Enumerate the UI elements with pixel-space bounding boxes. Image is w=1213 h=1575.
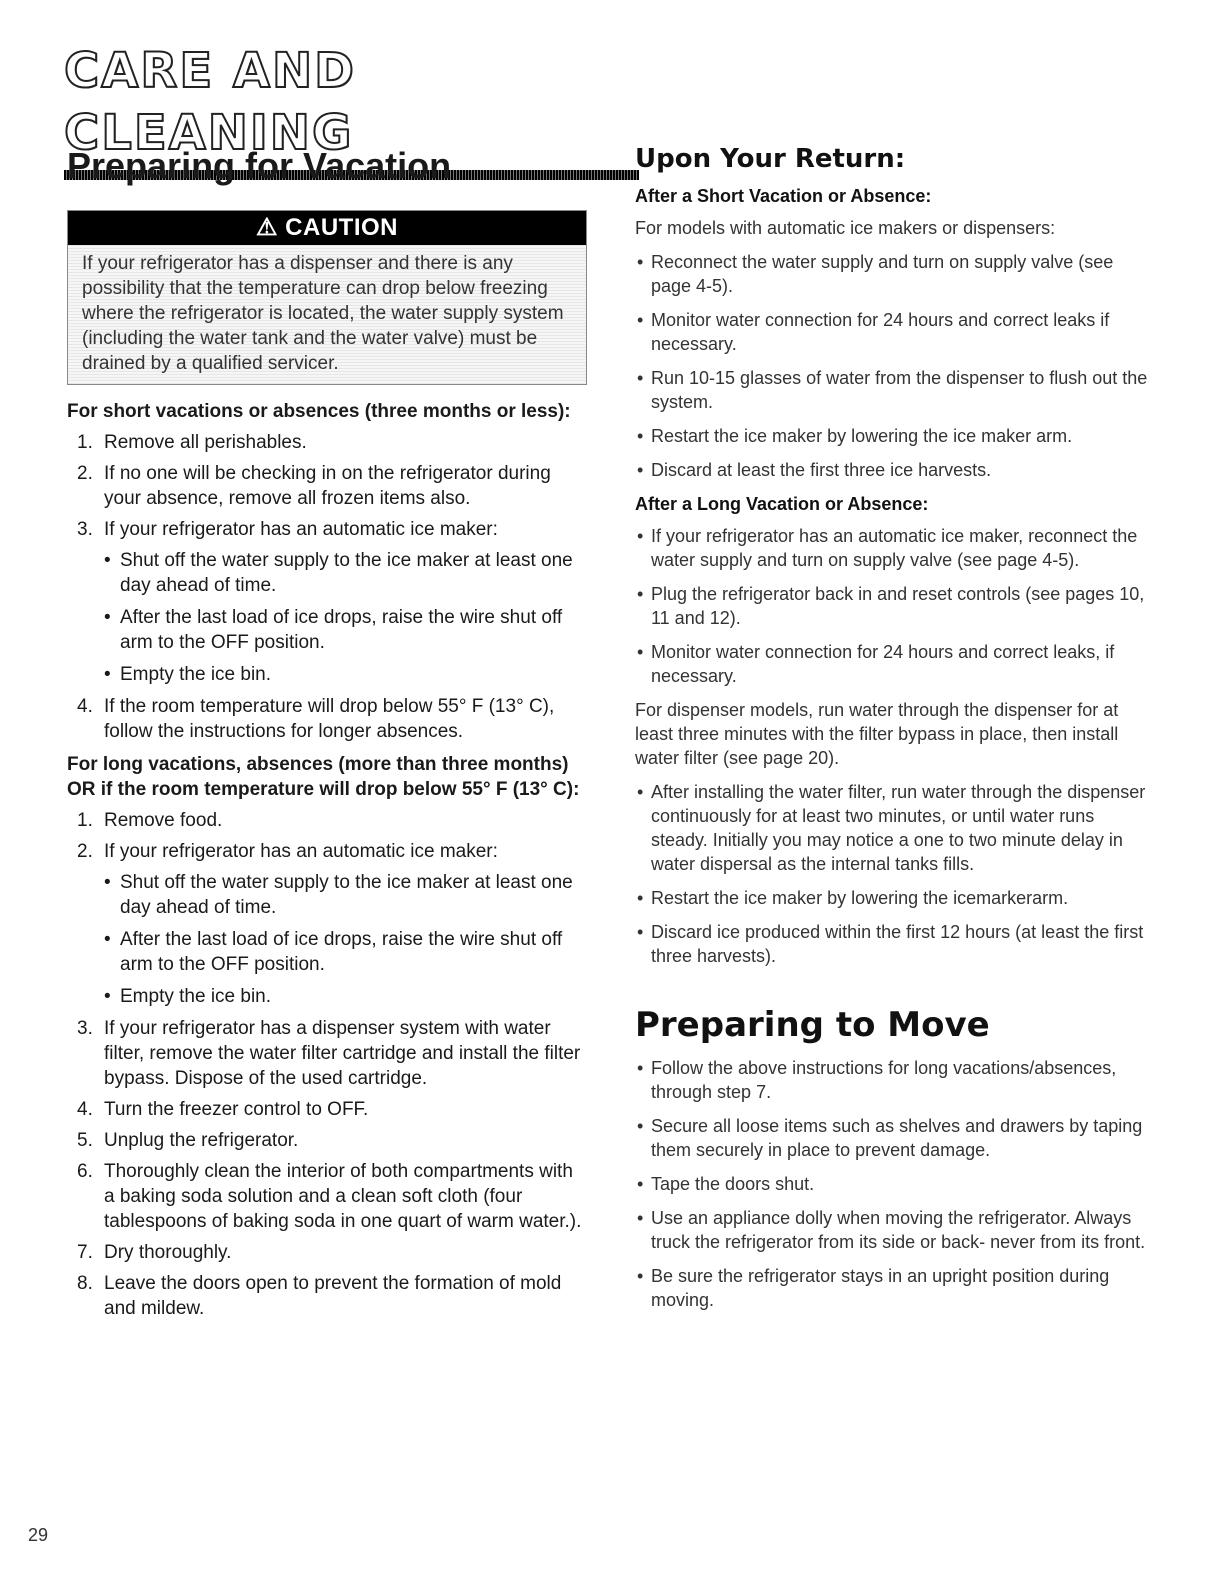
bullet-item: • Use an appliance dolly when moving the refrigerator. Always truck the refrigerator from its side or back- never from its front. (635, 1206, 1150, 1254)
page-number: 29 (28, 1525, 49, 1545)
step-text: If your refrigerator has an automatic ice maker: (104, 519, 498, 540)
step-number: 2. (77, 841, 93, 862)
step-number: 6. (77, 1161, 93, 1182)
dispenser-list (635, 780, 1150, 968)
long-return-list (635, 524, 1150, 688)
bullet-item: • Monitor water connection for 24 hours and correct leaks, if necessary. (635, 640, 1150, 688)
return-heading: Upon Your Return: (635, 144, 906, 174)
caution-text: If your refrigerator has a dispenser and there is any possibility that the temperature can drop below freezing where the refrigerator is located, the water supply system (including the water tank and the water valve) must be drained by a qualified servicer. (68, 245, 586, 384)
sub-bullet: • After the last load of ice drops, raise the wire shut off arm to the OFF position. (104, 927, 587, 977)
bullet-item: • Secure all loose items such as shelves and drawers by taping them securely in place to prevent damage. (635, 1114, 1150, 1162)
short-vacation-heading: For short vacations or absences (three months or less): (67, 401, 571, 422)
step-sub-bullets (104, 870, 587, 1009)
step-number: 3. (77, 519, 93, 540)
step-number: 3. (77, 1018, 93, 1039)
bullet-item: • Restart the ice maker by lowering the icemarkerarm. (635, 886, 1150, 910)
sub-bullet: • Shut off the water supply to the ice maker at least one day ahead of time. (104, 548, 587, 598)
step-number: 8. (77, 1273, 93, 1294)
step-number: 7. (77, 1242, 93, 1263)
step-item (67, 1271, 587, 1321)
short-vacation-steps (67, 430, 587, 744)
short-return-subheading: After a Short Vacation or Absence: (635, 186, 932, 206)
left-column (67, 140, 587, 1329)
long-return-subheading: After a Long Vacation or Absence: (635, 494, 929, 514)
long-vacation-heading: For long vacations, absences (more than three months) OR if the room temperature will drop below 55° F (13° C): (67, 754, 580, 800)
step-text: If the room temperature will drop below 55° F (13° C), follow the instructions for longer absences. (104, 696, 555, 742)
bullet-item: • Plug the refrigerator back in and reset controls (see pages 10, 11 and 12). (635, 582, 1150, 630)
step-number: 4. (77, 1099, 93, 1120)
dispenser-paragraph: For dispenser models, run water through the dispenser for at least three minutes with the filter bypass in place, then install water filter (see page 20). (635, 700, 1119, 768)
step-text: Remove food. (104, 810, 223, 831)
right-column (635, 140, 1150, 1322)
step-text: If your refrigerator has a dispenser system with water filter, remove the water filter cartridge and install the filter bypass. Dispose of the used cartridge. (104, 1018, 581, 1089)
bullet-item: • Discard at least the first three ice harvests. (635, 458, 1150, 482)
page-title: CARE AND CLEANING (64, 43, 356, 161)
step-item (67, 694, 587, 744)
bullet-item: • If your refrigerator has an automatic ice maker, reconnect the water supply and turn on supply valve (see page 4-5). (635, 524, 1150, 572)
caution-box (67, 210, 587, 385)
bullet-item: • Follow the above instructions for long vacations/absences, through step 7. (635, 1056, 1150, 1104)
move-list (635, 1056, 1150, 1312)
step-item (67, 461, 587, 511)
step-sub-bullets (104, 548, 587, 687)
caution-label: ⚠ CAUTION (68, 211, 586, 245)
step-item (67, 517, 587, 687)
step-item (67, 808, 587, 833)
step-number: 2. (77, 463, 93, 484)
step-item (67, 1159, 587, 1234)
step-item (67, 839, 587, 1009)
bullet-item: • Discard ice produced within the first 12 hours (at least the first three harvests). (635, 920, 1150, 968)
bullet-item: • Be sure the refrigerator stays in an upright position during moving. (635, 1264, 1150, 1312)
step-item (67, 1097, 587, 1122)
step-text: Remove all perishables. (104, 432, 307, 453)
step-text: Thoroughly clean the interior of both compartments with a baking soda solution and a clean soft cloth (four tablespoons of baking soda in one quart of warm water.). (104, 1161, 582, 1232)
short-return-intro: For models with automatic ice makers or dispensers: (635, 218, 1056, 238)
step-item (67, 430, 587, 455)
step-item (67, 1240, 587, 1265)
section-heading-vacation: Preparing for Vacation (67, 145, 452, 186)
long-vacation-steps (67, 808, 587, 1321)
step-item (67, 1128, 587, 1153)
sub-bullet: • Empty the ice bin. (104, 662, 587, 687)
step-text: Turn the freezer control to OFF. (104, 1099, 369, 1120)
step-number: 4. (77, 696, 93, 717)
move-heading: Preparing to Move (635, 1005, 990, 1045)
sub-bullet: • Shut off the water supply to the ice maker at least one day ahead of time. (104, 870, 587, 920)
step-text: Leave the doors open to prevent the formation of mold and mildew. (104, 1273, 562, 1319)
step-text: Dry thoroughly. (104, 1242, 232, 1263)
bullet-item: • Restart the ice maker by lowering the ice maker arm. (635, 424, 1150, 448)
step-number: 1. (77, 810, 93, 831)
bullet-item: • Monitor water connection for 24 hours and correct leaks if necessary. (635, 308, 1150, 356)
step-text: If your refrigerator has an automatic ice maker: (104, 841, 498, 862)
bullet-item: • After installing the water filter, run water through the dispenser continuously for at least two minutes, or until water runs steady. Initially you may notice a one to two minute delay in water dispersal as the internal tanks fills. (635, 780, 1150, 876)
step-number: 5. (77, 1130, 93, 1151)
step-number: 1. (77, 432, 93, 453)
step-text: Unplug the refrigerator. (104, 1130, 299, 1151)
short-return-list (635, 250, 1150, 482)
bullet-item: • Tape the doors shut. (635, 1172, 1150, 1196)
bullet-item: • Run 10-15 glasses of water from the dispenser to flush out the system. (635, 366, 1150, 414)
sub-bullet: • Empty the ice bin. (104, 984, 587, 1009)
step-item (67, 1016, 587, 1091)
sub-bullet: • After the last load of ice drops, raise the wire shut off arm to the OFF position. (104, 605, 587, 655)
bullet-item: • Reconnect the water supply and turn on supply valve (see page 4-5). (635, 250, 1150, 298)
step-text: If no one will be checking in on the refrigerator during your absence, remove all frozen items also. (104, 463, 551, 509)
